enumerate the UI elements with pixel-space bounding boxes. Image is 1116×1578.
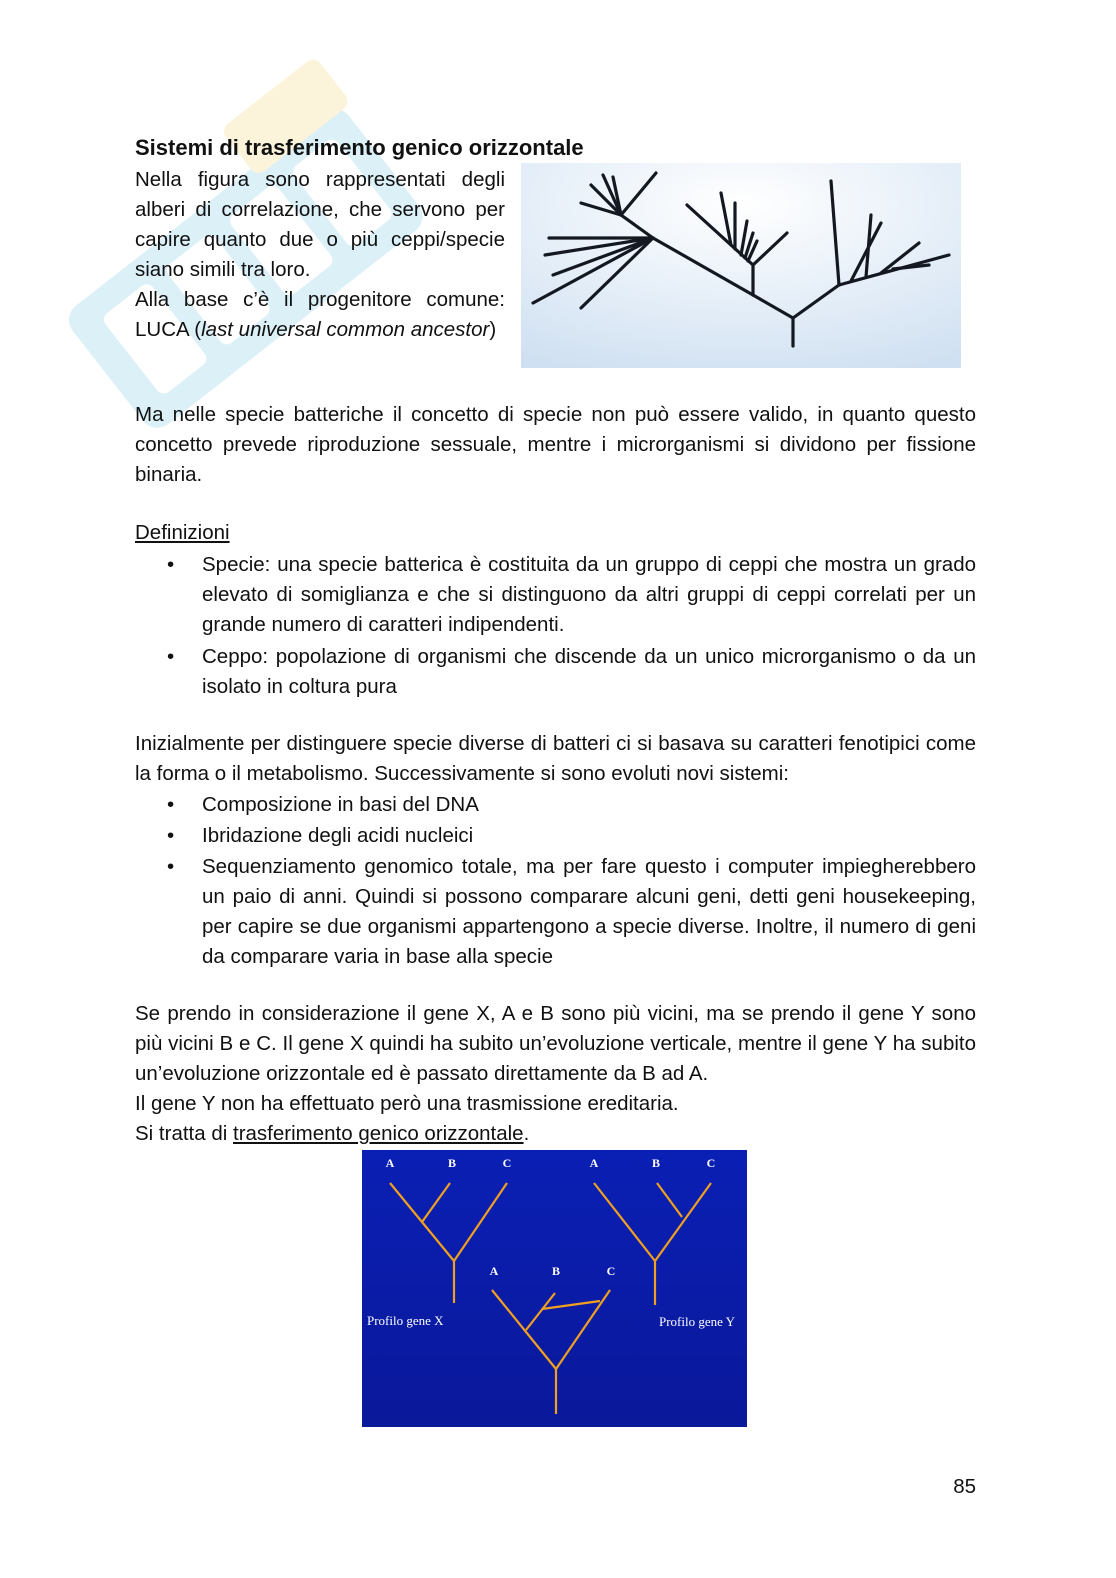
tree-mid-label-b: B	[551, 1264, 561, 1278]
tree-y-label-a: A	[589, 1156, 599, 1170]
section-heading: Sistemi di trasferimento genico orizzontale	[135, 135, 584, 160]
intro-paragraph-2	[135, 285, 505, 345]
intro-p2-suffix: )	[489, 318, 497, 341]
horizontal-transfer-term: trasferimento genico orizzontale	[233, 1122, 524, 1145]
method-item: • Ibridazione degli acidi nucleici	[135, 821, 976, 851]
page-number: 85	[953, 1475, 976, 1498]
species-paragraph: Ma nelle specie batteriche il concetto di specie non può essere valido, in quanto questo concetto prevede riproduzione sessuale, mentre i microrganismi si dividono per fissione binaria.	[135, 403, 976, 486]
gene-profile-figure	[362, 1150, 747, 1427]
conclusion-paragraph-2: Il gene Y non ha effettuato però una trasmissione ereditaria.	[135, 1092, 679, 1115]
intro-p2-italic: last universal common ancestor	[201, 318, 490, 341]
definition-item: • Ceppo: popolazione di organismi che discende da un unico microrganismo o da un isolato in coltura pura	[135, 642, 976, 702]
tree-mid-label-a: A	[489, 1264, 499, 1278]
intro-p2-prefix: Alla base c’è il progenitore comune: LUCA (	[135, 288, 505, 341]
conclusion-paragraph-3	[135, 1119, 976, 1149]
method-item: • Composizione in basi del DNA	[135, 790, 976, 820]
conclusion-p3-prefix: Si tratta di	[135, 1122, 233, 1145]
method-item: • Sequenziamento genomico totale, ma per fare questo i computer impiegherebbero un paio di anni. Quindi si possono comparare alcuni geni, detti geni housekeeping, per capire se due organismi appartengono a specie diverse. Inoltre, il numero di geni da comparare varia in base alla specie	[135, 852, 976, 972]
definitions-list	[135, 550, 976, 702]
definition-item: • Specie: una specie batterica è costituita da un gruppo di ceppi che mostra un grado elevato di somiglianza e che si distinguono da altri gruppi di ceppi correlati per un grande numero di caratteri indipendenti.	[135, 550, 976, 640]
tree-x-label-c: C	[502, 1156, 512, 1170]
tree-x-label-a: A	[385, 1156, 395, 1170]
definitions-title: Definizioni	[135, 521, 230, 544]
tree-y-label-c: C	[706, 1156, 716, 1170]
conclusion-paragraph-1: Se prendo in considerazione il gene X, A e B sono più vicini, ma se prendo il gene Y sono più vicini B e C. Il gene X quindi ha subito un’evoluzione verticale, mentre il gene Y ha subito un’evoluzione orizzontale ed è passato direttamente da B ad A.	[135, 1002, 976, 1085]
tree-x-label-b: B	[447, 1156, 457, 1170]
tree-mid-label-c: C	[606, 1264, 616, 1278]
conclusion-section	[135, 999, 976, 1149]
methods-list	[135, 790, 976, 972]
methods-intro: Inizialmente per distinguere specie diverse di batteri ci si basava su caratteri fenotipici come la forma o il metabolismo. Successivamente si sono evoluti novi sistemi:	[135, 732, 976, 785]
intro-paragraph-1: Nella figura sono rappresentati degli alberi di correlazione, che servono per capire quanto due o più ceppi/specie siano simili tra loro.	[135, 168, 505, 281]
tree-of-life-figure	[521, 163, 961, 368]
profile-gene-y-caption: Profilo gene Y	[659, 1314, 736, 1329]
intro-text	[135, 165, 505, 345]
tree-y-label-b: B	[651, 1156, 661, 1170]
definitions-section	[135, 518, 976, 702]
profile-gene-x-caption: Profilo gene X	[367, 1313, 444, 1328]
methods-section	[135, 729, 976, 972]
conclusion-p3-suffix: .	[523, 1122, 530, 1145]
